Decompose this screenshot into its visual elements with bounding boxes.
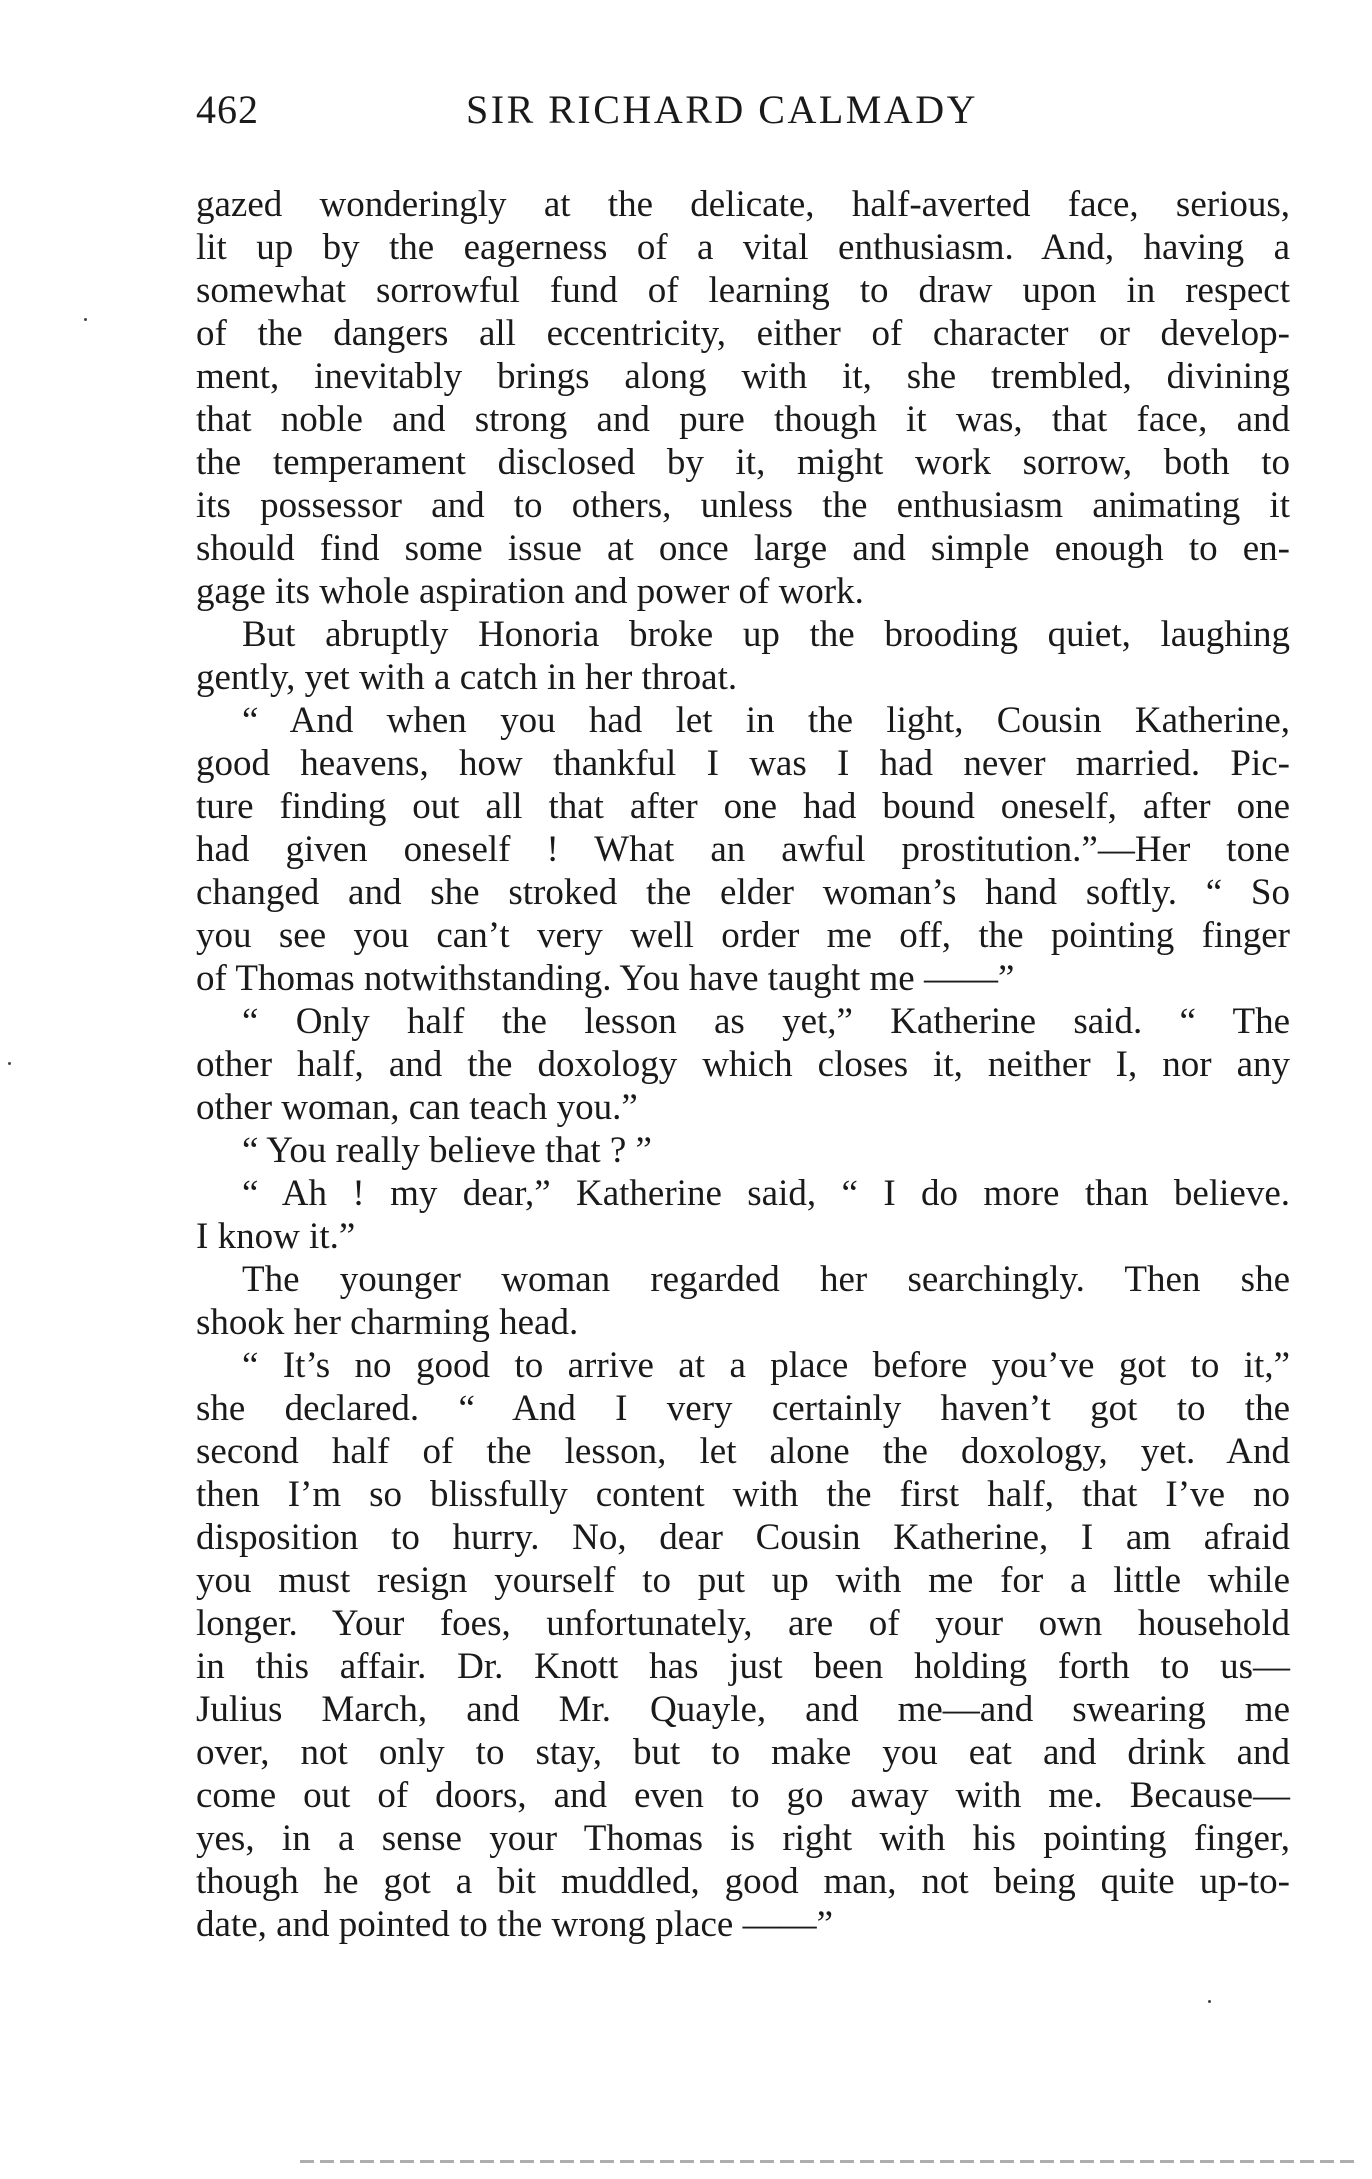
paragraph-start-line: The younger woman regarded her searchingly. Then she: [242, 1259, 1290, 1300]
text-line: its possessor and to others, unless the enthusiasm animating it: [196, 485, 1290, 526]
paragraph-start-line: “ And when you had let in the light, Cousin Katherine,: [242, 700, 1290, 741]
text-line: longer. Your foes, unfortunately, are of your own household: [196, 1603, 1290, 1644]
text-line: ture finding out all that after one had bound oneself, after one: [196, 786, 1290, 827]
text-line: though he got a bit muddled, good man, not being quite up-to-: [196, 1861, 1290, 1902]
text-line: gazed wonderingly at the delicate, half-averted face, serious,: [196, 184, 1290, 225]
paragraph-end-line: of Thomas notwithstanding. You have taught me ——”: [196, 958, 1015, 999]
text-line: the temperament disclosed by it, might work sorrow, both to: [196, 442, 1290, 483]
running-head: [196, 86, 1290, 146]
scan-edge-line: [300, 2160, 1360, 2163]
text-line: come out of doors, and even to go away with me. Because—: [196, 1775, 1290, 1816]
text-line: should find some issue at once large and simple enough to en-: [196, 528, 1290, 569]
paragraph-end-line: gently, yet with a catch in her throat.: [196, 657, 738, 698]
paragraph-end-line: shook her charming head.: [196, 1302, 579, 1343]
text-line: second half of the lesson, let alone the doxology, yet. And: [196, 1431, 1290, 1472]
text-line: that noble and strong and pure though it was, that face, and: [196, 399, 1290, 440]
text-line: other half, and the doxology which closes it, neither I, nor any: [196, 1044, 1290, 1085]
paragraph-line: “ You really believe that ? ”: [242, 1130, 652, 1171]
paragraph-end-line: date, and pointed to the wrong place ——”: [196, 1904, 834, 1945]
text-line: of the dangers all eccentricity, either of character or develop-: [196, 313, 1290, 354]
paragraph-start-line: But abruptly Honoria broke up the brooding quiet, laughing: [242, 614, 1290, 655]
text-line: yes, in a sense your Thomas is right with his pointing finger,: [196, 1818, 1290, 1859]
text-line: somewhat sorrowful fund of learning to draw upon in respect: [196, 270, 1290, 311]
paragraph-end-line: gage its whole aspiration and power of work.: [196, 571, 864, 612]
text-line: disposition to hurry. No, dear Cousin Katherine, I am afraid: [196, 1517, 1290, 1558]
text-line: over, not only to stay, but to make you eat and drink and: [196, 1732, 1290, 1773]
paragraph-start-line: “ Ah ! my dear,” Katherine said, “ I do more than believe.: [242, 1173, 1290, 1214]
paragraph-end-line: other woman, can teach you.”: [196, 1087, 638, 1128]
text-line: lit up by the eagerness of a vital enthusiasm. And, having a: [196, 227, 1290, 268]
text-line: she declared. “ And I very certainly haven’t got to the: [196, 1388, 1290, 1429]
running-title: SIR RICHARD CALMADY: [466, 87, 978, 132]
paragraph-start-line: “ It’s no good to arrive at a place before you’ve got to it,”: [242, 1345, 1290, 1386]
ink-speck: [8, 1062, 11, 1065]
body-text: [196, 183, 1290, 1946]
text-line: changed and she stroked the elder woman’s hand softly. “ So: [196, 872, 1290, 913]
paragraph-end-line: I know it.”: [196, 1216, 356, 1257]
page-number: 462: [196, 87, 259, 132]
ink-speck: [1208, 2000, 1211, 2003]
text-line: Julius March, and Mr. Quayle, and me—and swearing me: [196, 1689, 1290, 1730]
text-line: good heavens, how thankful I was I had never married. Pic-: [196, 743, 1290, 784]
text-line: then I’m so blissfully content with the first half, that I’ve no: [196, 1474, 1290, 1515]
ink-speck: [84, 318, 87, 321]
text-line: you must resign yourself to put up with me for a little while: [196, 1560, 1290, 1601]
paragraph-start-line: “ Only half the lesson as yet,” Katherine said. “ The: [242, 1001, 1290, 1042]
text-line: had given oneself ! What an awful prostitution.”—Her tone: [196, 829, 1290, 870]
text-line: ment, inevitably brings along with it, she trembled, divining: [196, 356, 1290, 397]
text-line: you see you can’t very well order me off, the pointing finger: [196, 915, 1290, 956]
text-line: in this affair. Dr. Knott has just been holding forth to us—: [196, 1646, 1290, 1687]
